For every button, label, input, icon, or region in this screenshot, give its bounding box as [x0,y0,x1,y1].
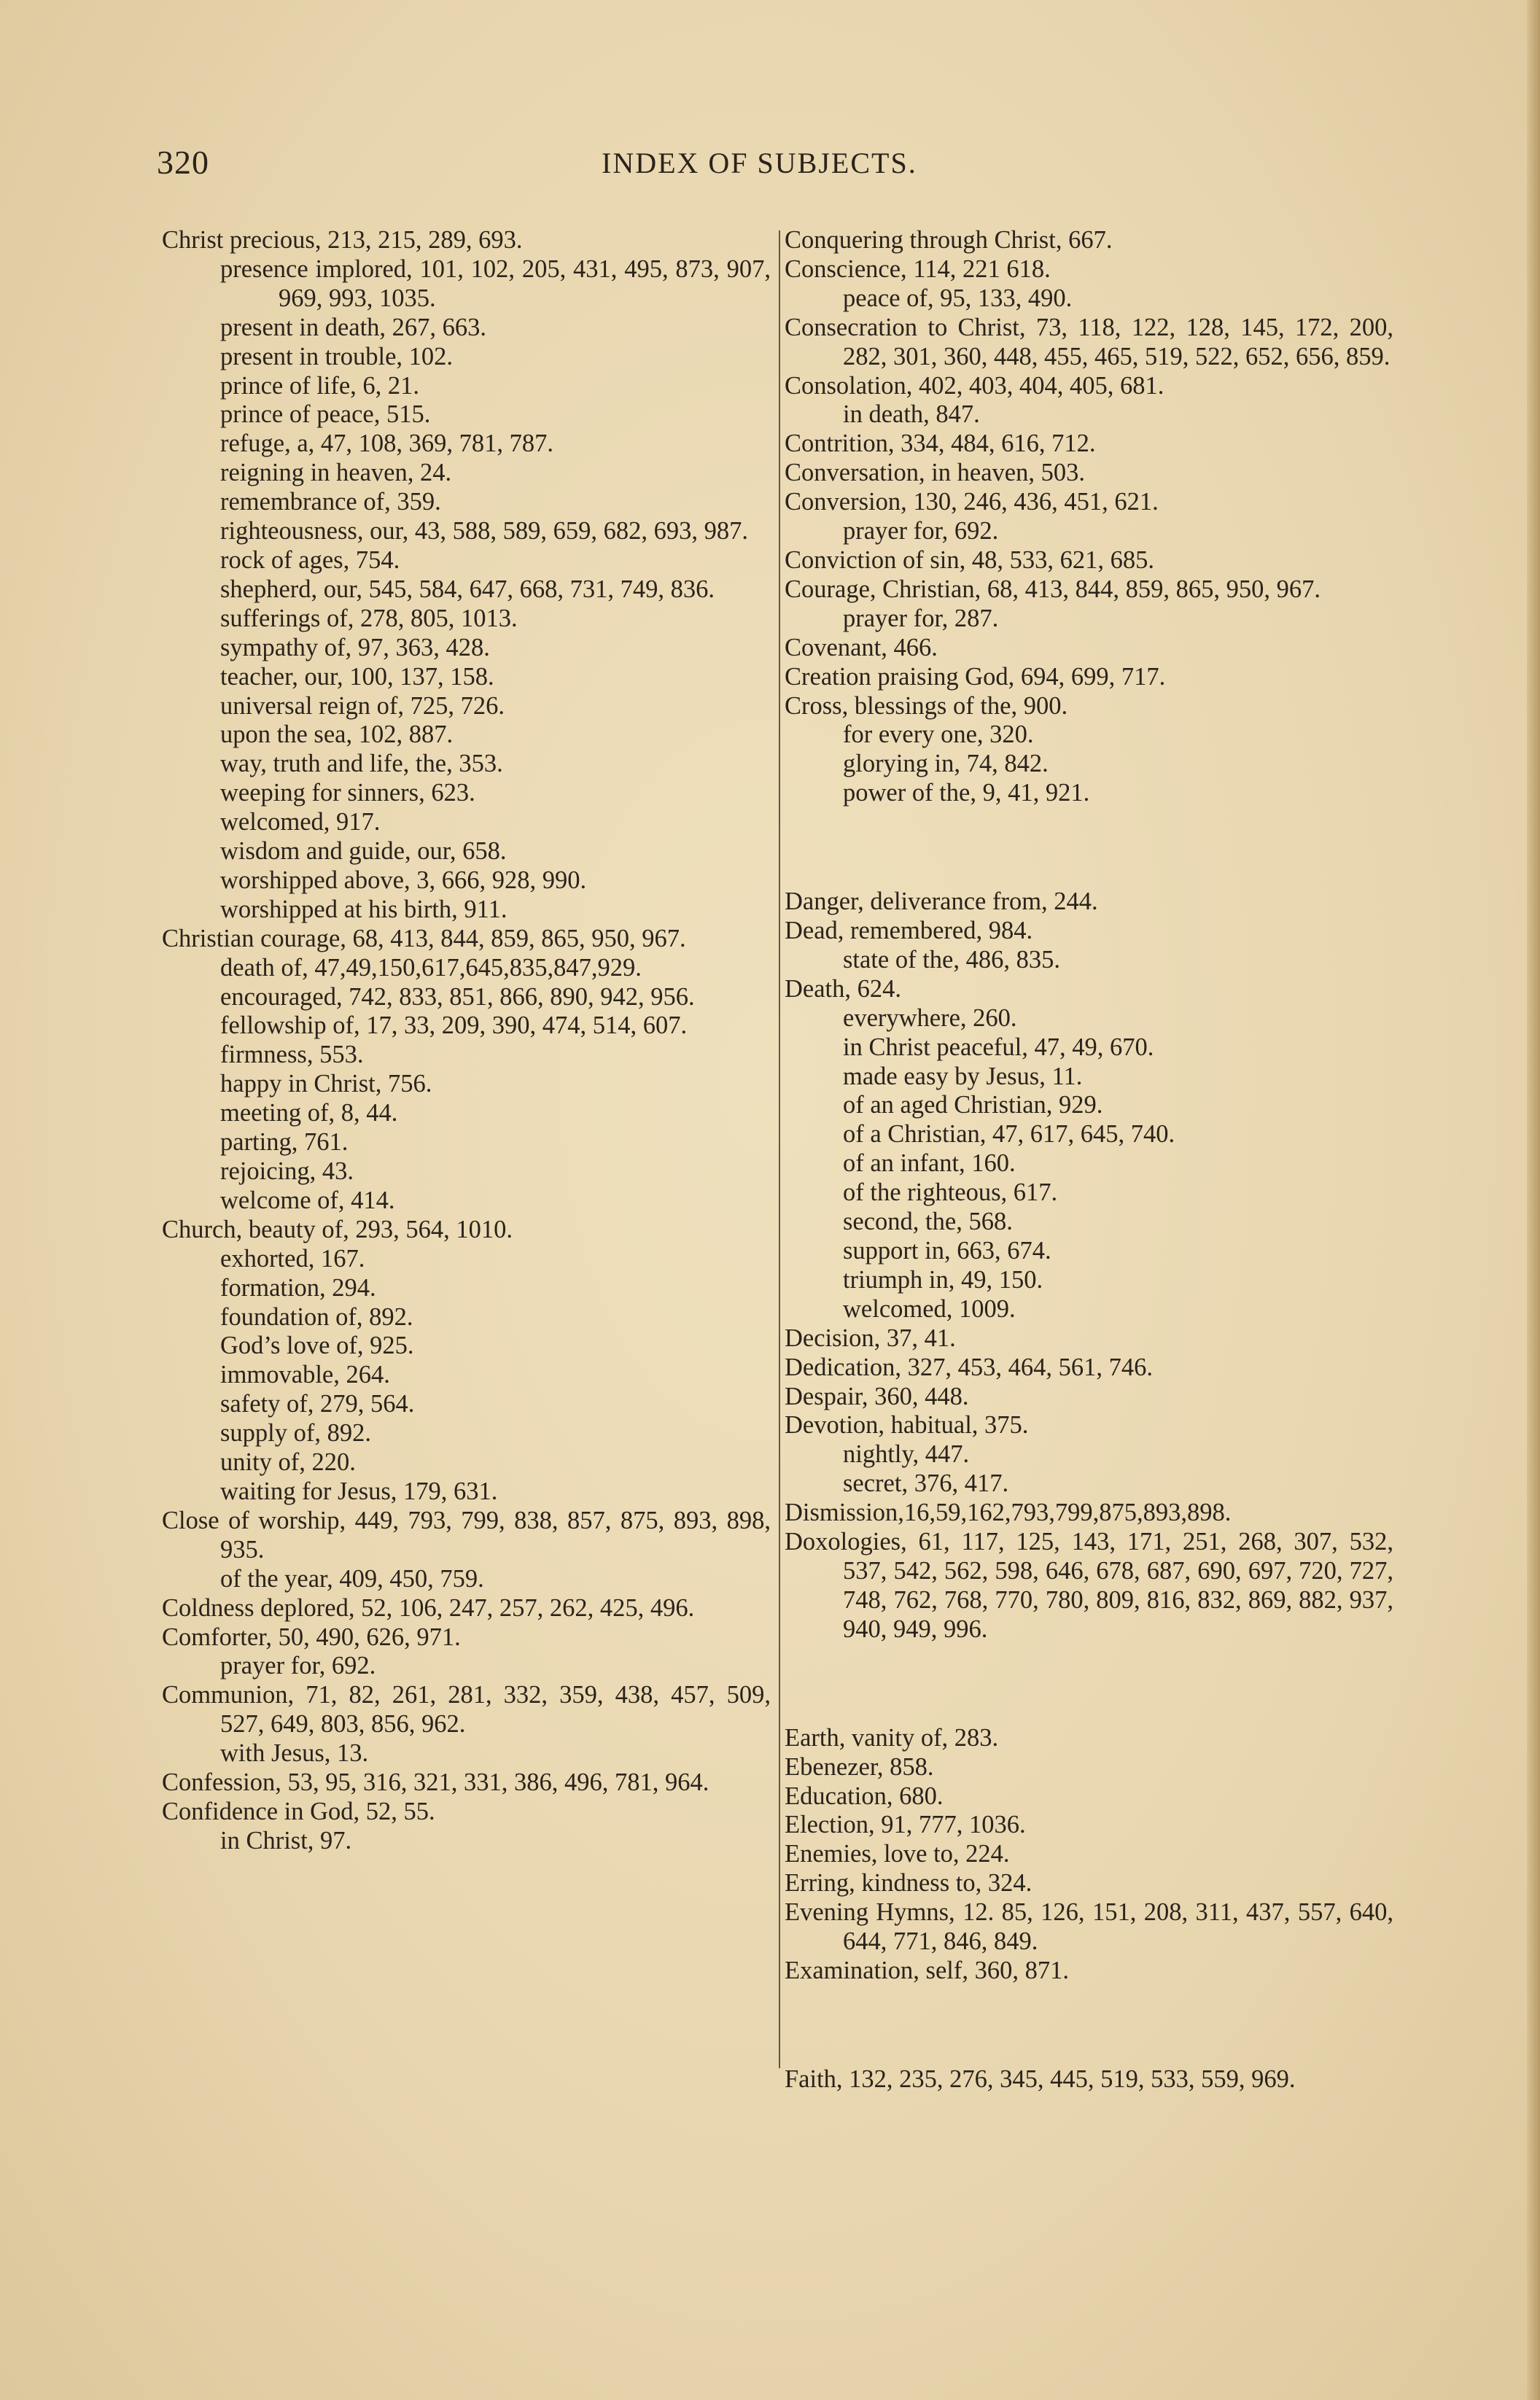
index-column-right [785,226,1393,2094]
index-subentry: of a Christian, 47, 617, 645, 740. [843,1120,1175,1149]
index-entry: Danger, deliverance from, 244. [785,888,1098,916]
index-entry: Doxologies, 61, 117, 125, 143, 171, 251, 268, 307, 532, 537, 542, 562, 598, 646, 678, 687, 690, 697, 720, 727, 748, 762, 768, 770, 780, 809, 816, 832, 869, 882, 937, 940, 949, 996. [785,1528,1393,1643]
index-subentry: in Christ, 97. [220,1826,352,1855]
index-subentry: of the righteous, 617. [843,1178,1058,1207]
index-subentry: remembrance of, 359. [220,488,441,516]
index-entry: Earth, vanity of, 283. [785,1723,999,1752]
index-entry: Creation praising God, 694, 699, 717. [785,662,1166,691]
index-entry: Communion, 71, 82, 261, 281, 332, 359, 438, 457, 509, 527, 649, 803, 856, 962. [162,1681,771,1739]
index-entry: Conversion, 130, 246, 436, 451, 621. [785,488,1159,516]
index-subentry: in death, 847. [843,400,980,429]
index-subentry: in Christ peaceful, 47, 49, 670. [843,1033,1154,1061]
index-entry: Faith, 132, 235, 276, 345, 445, 519, 533, 559, 969. [785,2065,1296,2093]
index-entry: Devotion, habitual, 375. [785,1411,1029,1440]
index-entry: Election, 91, 777, 1036. [785,1811,1026,1839]
page-number: 320 [157,144,209,181]
index-subentry: God’s love of, 925. [220,1332,414,1360]
index-subentry: secret, 376, 417. [843,1469,1009,1498]
index-subentry: prayer for, 692. [843,517,999,545]
index-entry: Ebenezer, 858. [785,1752,934,1781]
index-subentry: with Jesus, 13. [220,1739,369,1768]
index-subentry: second, the, 568. [843,1208,1013,1236]
index-entry: Consolation, 402, 403, 404, 405, 681. [785,371,1164,400]
index-entry: Cross, blessings of the, 900. [785,691,1068,720]
index-subentry: nightly, 447. [843,1440,970,1469]
index-subentry: safety of, 279, 564. [220,1390,415,1418]
index-subentry: formation, 294. [220,1273,376,1302]
index-subentry: glorying in, 74, 842. [843,750,1049,778]
index-subentry: sufferings of, 278, 805, 1013. [220,604,518,632]
section-gap [785,1669,1393,1698]
index-subentry: support in, 663, 674. [843,1237,1051,1265]
index-entry: Coldness deplored, 52, 106, 247, 257, 262, 425, 496. [162,1593,695,1622]
index-entry: Despair, 360, 448. [785,1382,969,1410]
index-subentry: peace of, 95, 133, 490. [843,284,1073,312]
index-entry: Conversation, in heaven, 503. [785,459,1085,487]
index-subentry: prince of life, 6, 21. [220,371,420,400]
index-subentry: prince of peace, 515. [220,400,431,429]
index-entry: Courage, Christian, 68, 413, 844, 859, 865, 950, 967. [785,575,1321,603]
index-entry: Confidence in God, 52, 55. [162,1797,435,1825]
index-subentry: death of, 47,49,150,617,645,835,847,929. [220,953,642,982]
index-entry: Church, beauty of, 293, 564, 1010. [162,1215,513,1243]
index-subentry: present in death, 267, 663. [220,313,487,341]
index-entry: Dead, remembered, 984. [785,917,1033,945]
index-subentry: righteousness, our, 43, 588, 589, 659, 682, 693, 987. [220,517,749,545]
running-title: INDEX OF SUBJECTS. [602,147,917,179]
index-entry: Contrition, 334, 484, 616, 712. [785,430,1096,458]
index-entry: Covenant, 466. [785,633,938,661]
index-subentry: triumph in, 49, 150. [843,1265,1043,1294]
index-subentry: encouraged, 742, 833, 851, 866, 890, 942, 956. [220,982,695,1011]
index-subentry: everywhere, 260. [843,1003,1017,1032]
index-subentry: worshipped at his birth, 911. [220,895,508,923]
index-subentry: welcomed, 1009. [843,1294,1016,1323]
index-subentry: made easy by Jesus, 11. [843,1062,1083,1090]
index-entry: Education, 680. [785,1782,944,1810]
index-subentry: upon the sea, 102, 887. [220,721,454,749]
index-subentry: of an infant, 160. [843,1149,1016,1178]
index-subentry: happy in Christ, 756. [220,1070,432,1098]
index-entry: Enemies, love to, 224. [785,1840,1010,1868]
index-subentry: foundation of, 892. [220,1302,413,1331]
index-entry: Comforter, 50, 490, 626, 971. [162,1623,461,1651]
index-entry: Dedication, 327, 453, 464, 561, 746. [785,1353,1153,1381]
index-entry: Evening Hymns, 12. 85, 126, 151, 208, 311, 437, 557, 640, 644, 771, 846, 849. [785,1898,1393,1956]
page-edge [1527,0,1540,2400]
index-subentry: power of the, 9, 41, 921. [843,779,1090,807]
index-entry: Death, 624. [785,974,902,1003]
index-entry: Dismission,16,59,162,793,799,875,893,898. [785,1499,1232,1527]
index-entry: Erring, kindness to, 324. [785,1869,1032,1898]
index-entry: Confession, 53, 95, 316, 321, 331, 386, 496, 781, 964. [162,1768,709,1797]
index-subentry: prayer for, 287. [843,604,999,632]
index-subentry: meeting of, 8, 44. [220,1099,398,1127]
index-subentry: immovable, 264. [220,1361,390,1389]
index-entry: Conscience, 114, 221 618. [785,255,1051,283]
index-column-left [162,226,771,1856]
index-subentry: present in trouble, 102. [220,342,454,370]
index-subentry: weeping for sinners, 623. [220,779,475,807]
index-subentry: universal reign of, 725, 726. [220,691,505,720]
index-subentry: waiting for Jesus, 179, 631. [220,1477,498,1505]
index-entry: Conquering through Christ, 667. [785,226,1113,254]
index-subentry: exhorted, 167. [220,1244,365,1273]
index-subentry: prayer for, 692. [220,1652,376,1680]
page-header [157,143,1396,187]
index-entry: Christ precious, 213, 215, 289, 693. [162,226,523,254]
index-subentry: for every one, 320. [843,721,1034,749]
index-subentry: unity of, 220. [220,1448,356,1477]
section-gap [785,834,1393,863]
index-subentry: reigning in heaven, 24. [220,459,452,487]
index-subentry: of the year, 409, 450, 759. [220,1564,484,1593]
index-subentry: shepherd, our, 545, 584, 647, 668, 731, 749, 836. [220,575,715,603]
index-subentry: welcomed, 917. [220,808,381,836]
index-entry: Conviction of sin, 48, 533, 621, 685. [785,545,1154,574]
index-subentry: firmness, 553. [220,1041,364,1069]
index-subentry: wisdom and guide, our, 658. [220,837,507,866]
index-subentry: sympathy of, 97, 363, 428. [220,633,490,661]
index-entry: Decision, 37, 41. [785,1324,956,1352]
index-subentry: way, truth and life, the, 353. [220,750,503,778]
index-subentry: state of the, 486, 835. [843,945,1060,974]
index-subentry: rejoicing, 43. [220,1157,354,1185]
index-subentry: parting, 761. [220,1128,349,1157]
index-subentry: worshipped above, 3, 666, 928, 990. [220,866,587,894]
index-subentry: refuge, a, 47, 108, 369, 781, 787. [220,430,554,458]
section-gap [785,2011,1393,2040]
index-entry: Close of worship, 449, 793, 799, 838, 857, 875, 893, 898, 935. [162,1506,771,1564]
index-subentry: rock of ages, 754. [220,545,400,574]
index-subentry: presence implored, 101, 102, 205, 431, 495, 873, 907, 969, 993, 1035. [220,255,771,312]
index-subentry: supply of, 892. [220,1419,371,1448]
index-subentry: fellowship of, 17, 33, 209, 390, 474, 514, 607. [220,1011,688,1040]
index-subentry: teacher, our, 100, 137, 158. [220,662,494,691]
column-divider [779,230,780,2068]
index-entry: Christian courage, 68, 413, 844, 859, 865, 950, 967. [162,924,686,952]
index-entry: Examination, self, 360, 871. [785,1956,1069,1984]
index-subentry: welcome of, 414. [220,1186,395,1214]
index-subentry: of an aged Christian, 929. [843,1091,1103,1119]
index-entry: Consecration to Christ, 73, 118, 122, 128, 145, 172, 200, 282, 301, 360, 448, 455, 465, 519, 522, 652, 656, 859. [785,313,1393,370]
